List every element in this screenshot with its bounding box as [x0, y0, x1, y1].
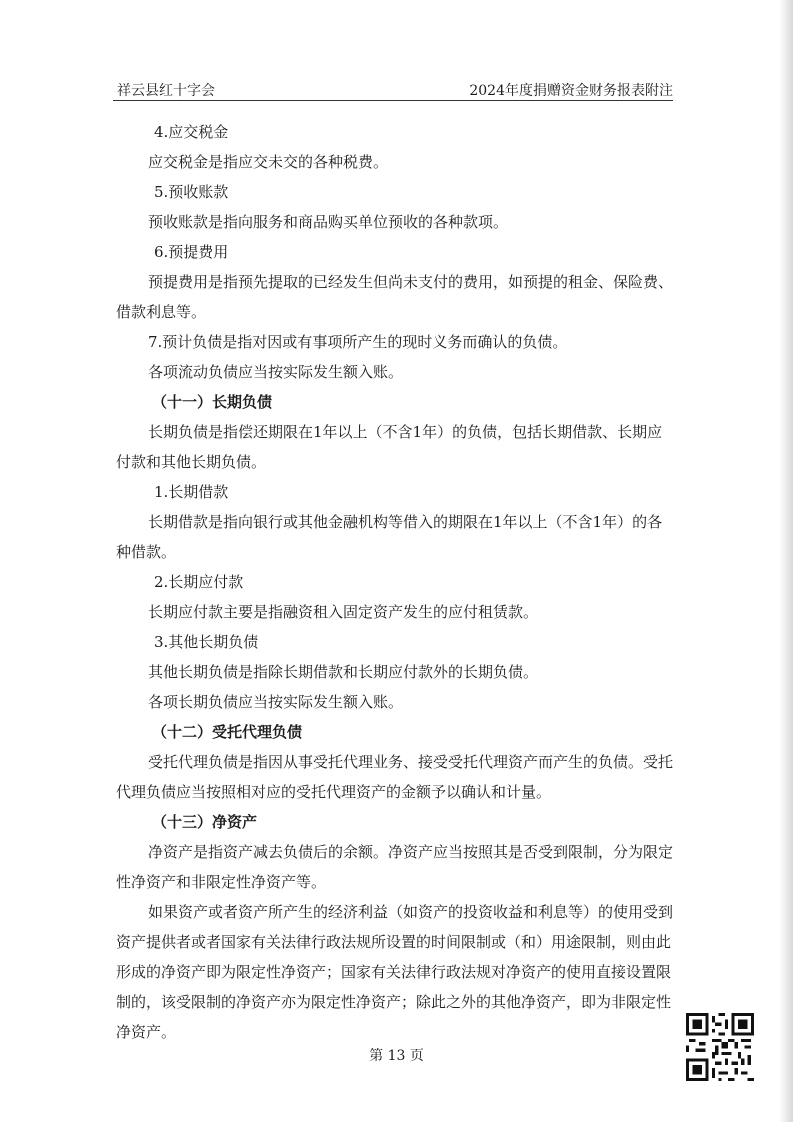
paragraph: 应交税金是指应交未交的各种税费。	[148, 153, 389, 171]
section-heading: （十一）长期负债	[152, 393, 273, 411]
list-item-heading: 6.预提费用	[154, 243, 229, 261]
header-org-name: 祥云县红十字会	[117, 83, 215, 99]
section-heading: （十三）净资产	[152, 813, 258, 831]
paragraph: 预提费用是指预先提取的已经发生但尚未支付的费用，如预提的租金、保险费、	[148, 273, 674, 291]
list-item-heading: 3.其他长期负债	[154, 633, 259, 651]
header-document-title: 2024年度捐赠资金财务报表附注	[469, 83, 673, 99]
paragraph-continuation: 净资产。	[116, 1023, 177, 1041]
paragraph: 长期借款是指向银行或其他金融机构等借入的期限在1年以上（不含1年）的各	[148, 513, 663, 531]
paragraph: 如果资产或者资产所产生的经济利益（如资产的投资收益和利息等）的使用受到	[148, 903, 674, 921]
paragraph-continuation: 借款利息等。	[116, 303, 207, 321]
paragraph-continuation: 资产提供者或者国家有关法律行政法规所设置的时间限制或（和）用途限制，则由此	[116, 933, 672, 951]
paragraph-continuation: 付款和其他长期负债。	[116, 453, 267, 471]
paragraph-continuation: 代理负债应当按照相对应的受托代理资产的金额予以确认和计量。	[116, 783, 552, 801]
paragraph: 7.预计负债是指对因或有事项所产生的现时义务而确认的负债。	[148, 333, 568, 351]
list-item-heading: 2.长期应付款	[154, 573, 244, 591]
paragraph: 各项流动负债应当按实际发生额入账。	[148, 363, 404, 381]
section-heading: （十二）受托代理负债	[152, 723, 303, 741]
paragraph-continuation: 形成的净资产即为限定性净资产；国家有关法律行政法规对净资产的使用直接设置限	[116, 963, 672, 981]
list-item-heading: 1.长期借款	[154, 483, 229, 501]
paragraph: 受托代理负债是指因从事受托代理业务、接受受托代理资产而产生的负债。受托	[148, 753, 674, 771]
paragraph: 预收账款是指向服务和商品购买单位预收的各种款项。	[148, 213, 509, 231]
list-item-heading: 5.预收账款	[154, 183, 229, 201]
paragraph: 长期负债是指偿还期限在1年以上（不含1年）的负债，包括长期借款、长期应	[148, 423, 663, 441]
paragraph: 长期应付款主要是指融资租入固定资产发生的应付租赁款。	[148, 603, 539, 621]
paragraph: 净资产是指资产减去负债后的余额。净资产应当按照其是否受到限制，分为限定	[148, 843, 674, 861]
paragraph-continuation: 性净资产和非限定性净资产等。	[116, 873, 327, 891]
paragraph: 其他长期负债是指除长期借款和长期应付款外的长期负债。	[148, 663, 539, 681]
paragraph: 各项长期负债应当按实际发生额入账。	[148, 693, 404, 711]
qr-code-icon	[686, 1013, 754, 1081]
page-header	[113, 78, 673, 101]
scan-edge-shadow	[779, 0, 793, 1122]
list-item-heading: 4.应交税金	[154, 123, 229, 141]
paragraph-continuation: 制的，该受限制的净资产亦为限定性净资产；除此之外的其他净资产，即为非限定性	[116, 993, 672, 1011]
page-number: 第 13 页	[369, 1048, 424, 1064]
document-body	[116, 117, 686, 1047]
paragraph-continuation: 种借款。	[116, 543, 177, 561]
